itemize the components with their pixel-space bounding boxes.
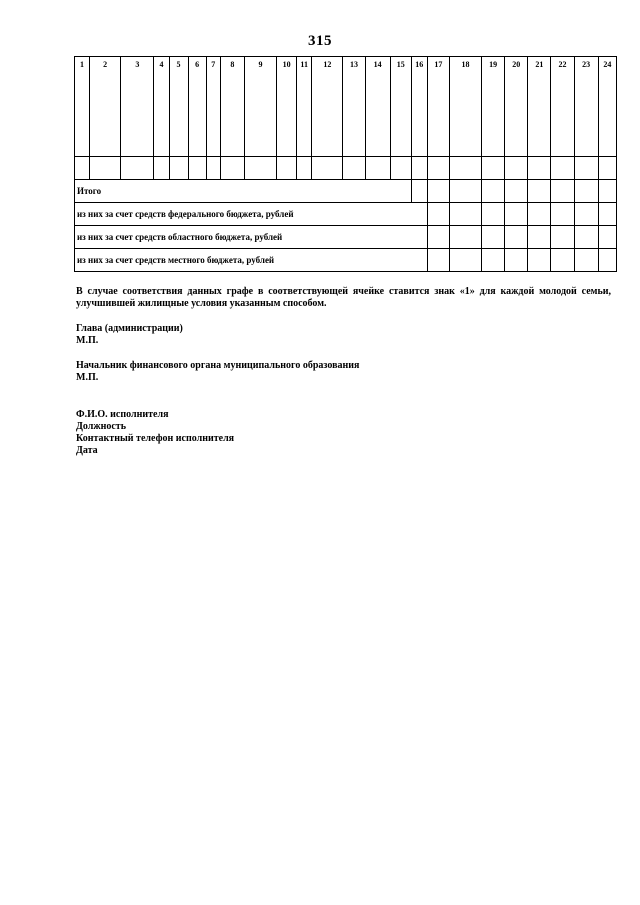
- head-stamp: М.П.: [76, 335, 99, 346]
- column-header: 6: [188, 57, 206, 157]
- column-header: 15: [390, 57, 411, 157]
- column-header: 13: [343, 57, 365, 157]
- column-header: 3: [121, 57, 154, 157]
- table-cell: [449, 249, 481, 272]
- table-cell: [312, 157, 343, 180]
- executor-date: Дата: [76, 445, 98, 456]
- table-cell: [598, 249, 616, 272]
- table-cell: [220, 157, 244, 180]
- column-header: 5: [169, 57, 188, 157]
- column-header: 22: [551, 57, 574, 157]
- table-cell: [598, 226, 616, 249]
- table-cell: [551, 249, 574, 272]
- regional-budget-row: [75, 226, 617, 249]
- table-cell: [90, 157, 121, 180]
- table-header-row: [75, 57, 617, 157]
- table-cell: [427, 203, 449, 226]
- table-cell: [505, 226, 528, 249]
- table-cell: [574, 226, 598, 249]
- total-row: [75, 180, 617, 203]
- table-cell: [169, 157, 188, 180]
- note-line-2: улучшившей жилищные условия указанным способом.: [76, 298, 327, 309]
- table-cell: [449, 203, 481, 226]
- table-cell: [598, 180, 616, 203]
- table-cell: [528, 203, 551, 226]
- table-cell: [427, 157, 449, 180]
- table-cell: [427, 180, 449, 203]
- table-cell: [528, 157, 551, 180]
- column-header: 7: [206, 57, 220, 157]
- head-title: Глава (администрации): [76, 323, 183, 334]
- table-cell: [528, 180, 551, 203]
- table-cell: [574, 180, 598, 203]
- table-cell: [277, 157, 297, 180]
- table-cell: [154, 157, 169, 180]
- table-cell: [574, 157, 598, 180]
- table-row: [75, 157, 617, 180]
- total-label: Итого: [75, 180, 412, 203]
- table-cell: [411, 180, 427, 203]
- table-cell: [574, 203, 598, 226]
- table-cell: [598, 203, 616, 226]
- finance-signature-block: [76, 360, 611, 384]
- column-header: 8: [220, 57, 244, 157]
- finance-title: Начальник финансового органа муниципального образования: [76, 360, 360, 371]
- column-header: 2: [90, 57, 121, 157]
- table-cell: [551, 157, 574, 180]
- column-header: 19: [482, 57, 505, 157]
- table-cell: [528, 249, 551, 272]
- table-cell: [75, 157, 90, 180]
- column-header: 1: [75, 57, 90, 157]
- column-header: 10: [277, 57, 297, 157]
- table-cell: [390, 157, 411, 180]
- table-cell: [482, 226, 505, 249]
- table-cell: [244, 157, 276, 180]
- local-budget-row: [75, 249, 617, 272]
- table-cell: [427, 249, 449, 272]
- table-cell: [482, 249, 505, 272]
- table-cell: [188, 157, 206, 180]
- table-cell: [121, 157, 154, 180]
- finance-stamp: М.П.: [76, 372, 99, 383]
- table-cell: [449, 180, 481, 203]
- table-cell: [365, 157, 390, 180]
- executor-position: Должность: [76, 421, 127, 432]
- federal-budget-label: из них за счет средств федерального бюджета, рублей: [75, 203, 428, 226]
- executor-phone: Контактный телефон исполнителя: [76, 433, 235, 444]
- table-cell: [482, 180, 505, 203]
- column-header: 9: [244, 57, 276, 157]
- table-cell: [551, 226, 574, 249]
- table-cell: [528, 226, 551, 249]
- table-cell: [551, 203, 574, 226]
- table-cell: [505, 249, 528, 272]
- table-note: [76, 286, 611, 310]
- column-header: 18: [449, 57, 481, 157]
- column-header: 21: [528, 57, 551, 157]
- table-cell: [411, 157, 427, 180]
- table-cell: [482, 157, 505, 180]
- page-number: 315: [308, 33, 332, 49]
- head-signature-block: [76, 323, 611, 347]
- column-header: 17: [427, 57, 449, 157]
- table-cell: [427, 226, 449, 249]
- table-cell: [505, 203, 528, 226]
- federal-budget-row: [75, 203, 617, 226]
- column-header: 4: [154, 57, 169, 157]
- table-cell: [482, 203, 505, 226]
- table-cell: [551, 180, 574, 203]
- table-cell: [505, 180, 528, 203]
- executor-block: [76, 409, 611, 457]
- column-header: 24: [598, 57, 616, 157]
- regional-budget-label: из них за счет средств областного бюджета, рублей: [75, 226, 428, 249]
- column-header: 11: [297, 57, 312, 157]
- column-header: 14: [365, 57, 390, 157]
- local-budget-label: из них за счет средств местного бюджета, рублей: [75, 249, 428, 272]
- table-cell: [598, 157, 616, 180]
- executor-name: Ф.И.О. исполнителя: [76, 409, 169, 420]
- table-cell: [574, 249, 598, 272]
- table-cell: [297, 157, 312, 180]
- table-cell: [449, 226, 481, 249]
- table-cell: [343, 157, 365, 180]
- table-cell: [449, 157, 481, 180]
- table-cell: [505, 157, 528, 180]
- column-header: 23: [574, 57, 598, 157]
- note-line-1: В случае соответствия данных графе в соответствующей ячейке ставится знак «1» для каждой молодой семьи,: [76, 286, 611, 297]
- table-cell: [206, 157, 220, 180]
- column-header: 12: [312, 57, 343, 157]
- column-header: 16: [411, 57, 427, 157]
- column-header: 20: [505, 57, 528, 157]
- report-table: [74, 56, 617, 272]
